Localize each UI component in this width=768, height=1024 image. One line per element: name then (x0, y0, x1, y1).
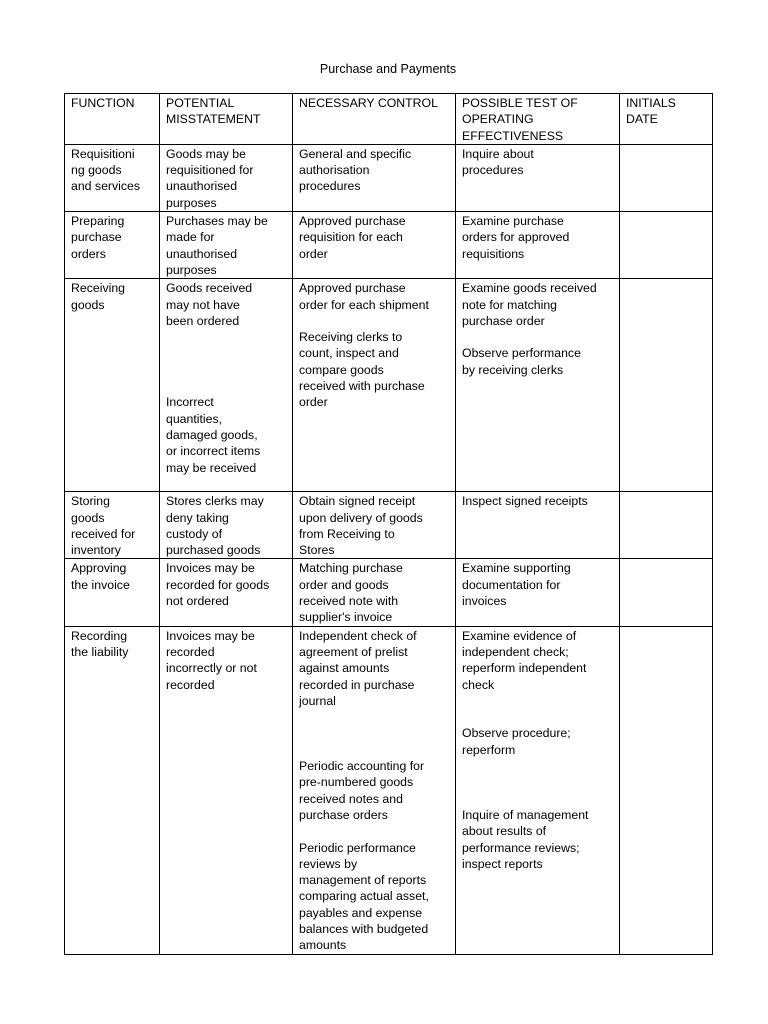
header-initials-date: INITIALS DATE (620, 94, 713, 145)
misstatement-cell: Invoices may be recorded incorrectly or not recorded (160, 626, 293, 954)
test-cell: Examine supporting documentation for invoices (456, 559, 620, 626)
initials-cell (620, 212, 713, 279)
function-cell: Storing goods received for inventory (65, 492, 160, 559)
initials-cell (620, 559, 713, 626)
table-row (65, 279, 713, 492)
control-cell: Independent check of agreement of prelist against amounts recorded in purchase journal Periodic accounting for pre-numbered goods received notes and purchase orders Periodic performance reviews by management of reports comparing actual asset, payables and expense balances with budgeted amounts (293, 626, 456, 954)
control-cell: Matching purchase order and goods received note with supplier's invoice (293, 559, 456, 626)
function-cell: Requisitioni ng goods and services (65, 144, 160, 211)
control-cell: General and specific authorisation procedures (293, 144, 456, 211)
misstatement-cell: Goods may be requisitioned for unauthorised purposes (160, 144, 293, 211)
misstatement-cell: Invoices may be recorded for goods not ordered (160, 559, 293, 626)
test-cell: Examine goods received note for matching purchase order Observe performance by receiving clerks (456, 279, 620, 492)
control-cell: Approved purchase requisition for each order (293, 212, 456, 279)
table-row (65, 144, 713, 211)
header-possible-test: POSSIBLE TEST OF OPERATING EFFECTIVENESS (456, 94, 620, 145)
table-header-row (65, 94, 713, 145)
function-cell: Approving the invoice (65, 559, 160, 626)
header-potential-misstatement: POTENTIAL MISSTATEMENT (160, 94, 293, 145)
table-row (65, 559, 713, 626)
table-row (65, 492, 713, 559)
test-cell: Inspect signed receipts (456, 492, 620, 559)
control-cell: Obtain signed receipt upon delivery of goods from Receiving to Stores (293, 492, 456, 559)
function-cell: Recording the liability (65, 626, 160, 954)
function-cell: Preparing purchase orders (65, 212, 160, 279)
test-cell: Inquire about procedures (456, 144, 620, 211)
function-cell: Receiving goods (65, 279, 160, 492)
controls-table (64, 93, 713, 955)
header-necessary-control: NECESSARY CONTROL (293, 94, 456, 145)
misstatement-cell: Purchases may be made for unauthorised purposes (160, 212, 293, 279)
table-row (65, 626, 713, 954)
test-cell: Examine purchase orders for approved requisitions (456, 212, 620, 279)
header-function: FUNCTION (65, 94, 160, 145)
control-cell: Approved purchase order for each shipment Receiving clerks to count, inspect and compare goods received with purchase order (293, 279, 456, 492)
initials-cell (620, 492, 713, 559)
misstatement-cell: Goods received may not have been ordered Incorrect quantities, damaged goods, or incorrect items may be received (160, 279, 293, 492)
initials-cell (620, 279, 713, 492)
test-cell: Examine evidence of independent check; reperform independent check Observe procedure; reperform Inquire of management about results of performance reviews; inspect reports (456, 626, 620, 954)
initials-cell (620, 626, 713, 954)
initials-cell (620, 144, 713, 211)
page-title: Purchase and Payments (319, 62, 457, 76)
table-row (65, 212, 713, 279)
misstatement-cell: Stores clerks may deny taking custody of purchased goods (160, 492, 293, 559)
